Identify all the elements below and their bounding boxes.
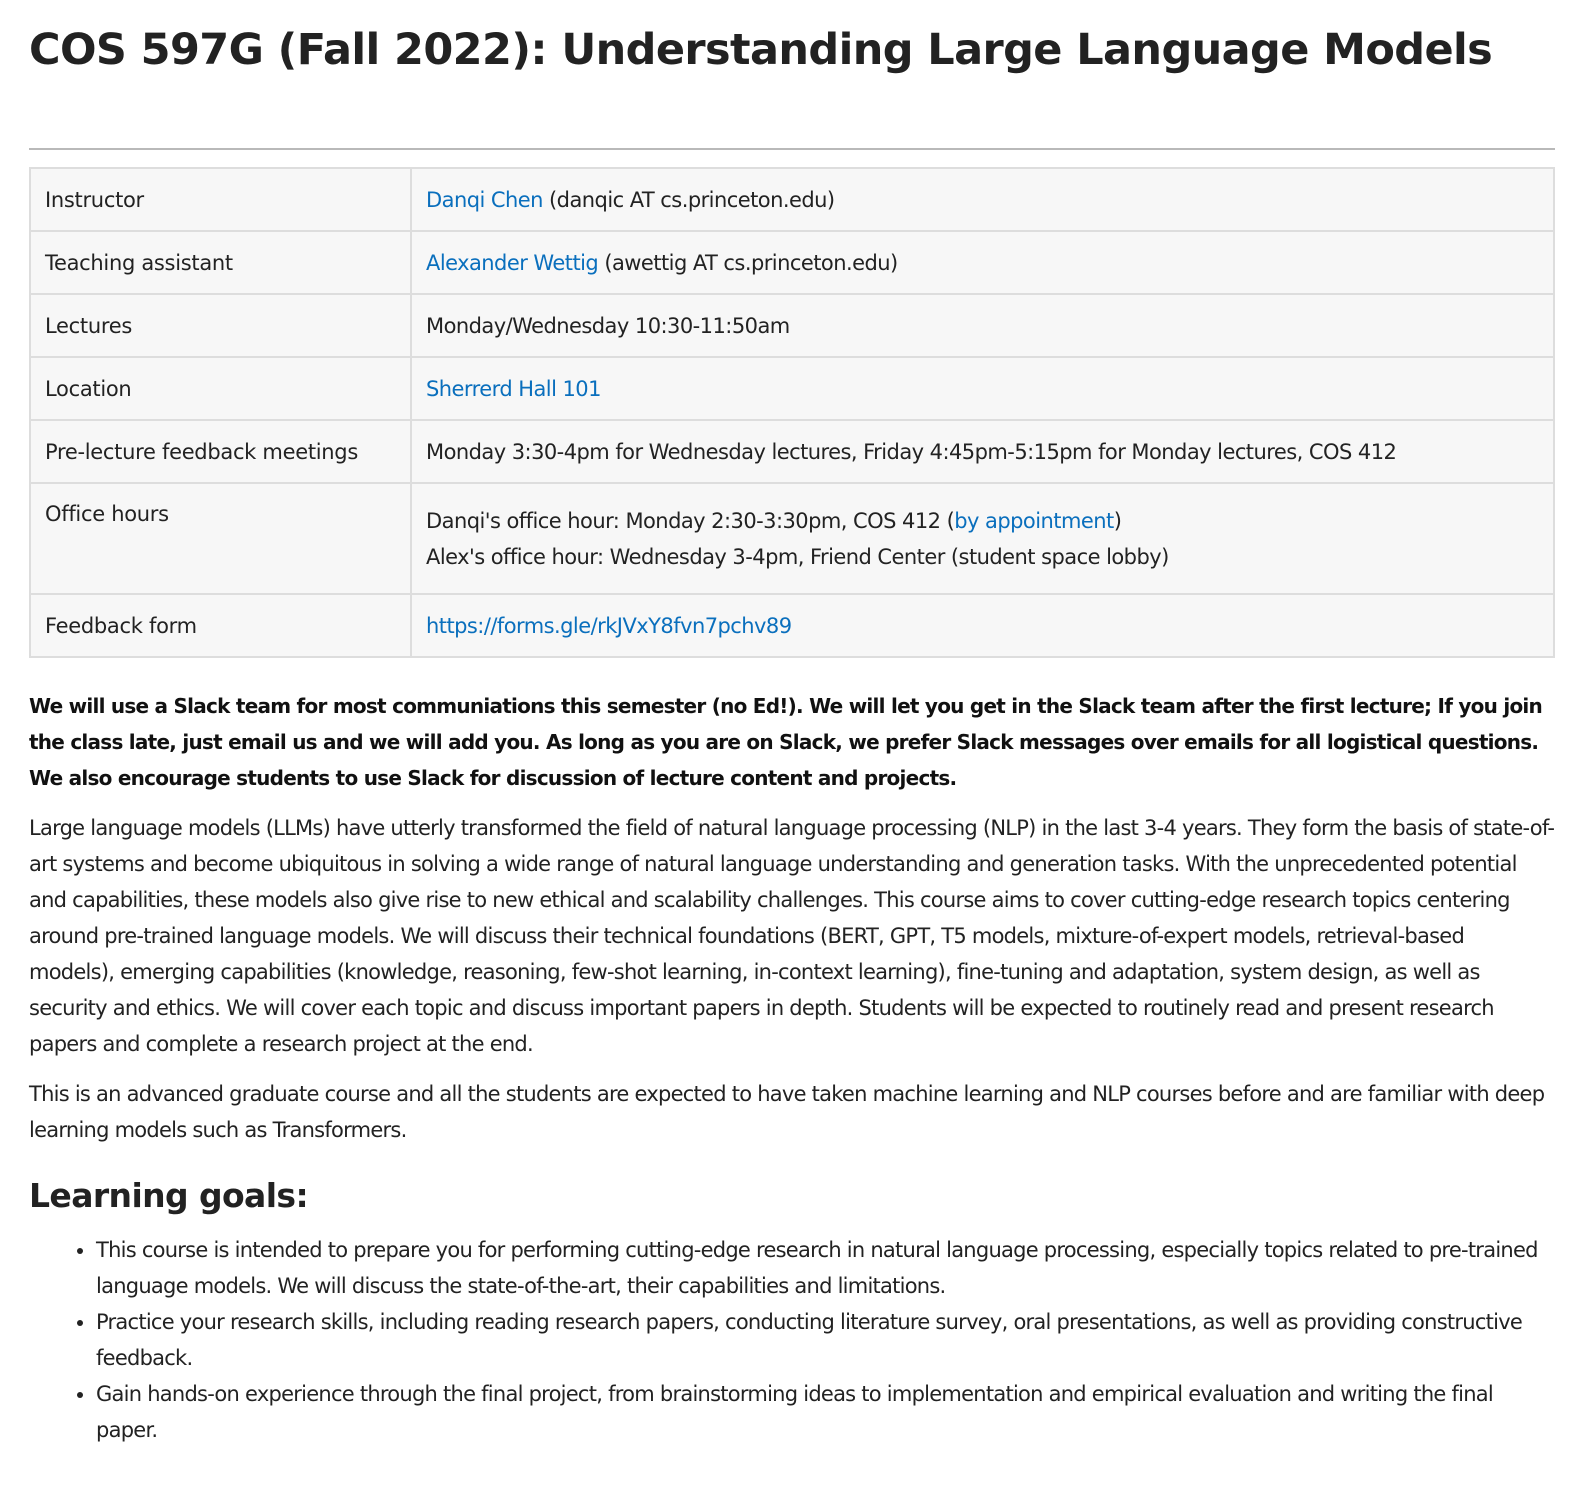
- feedback-meetings-value: Monday 3:30-4pm for Wednesday lectures, Friday 4:45pm-5:15pm for Monday lectures, COS 412: [411, 420, 1554, 483]
- office-hours-danqi-text: Danqi's office hour: Monday 2:30-3:30pm, COS 412 (: [426, 508, 955, 533]
- location-value: [411, 357, 1554, 420]
- list-item: • Gain hands-on experience through the final project, from brainstorming ideas to implementation and empirical evaluation and writing the final paper.: [96, 1376, 1555, 1448]
- instructor-link[interactable]: Danqi Chen: [426, 187, 543, 212]
- table-row-location: [30, 357, 1554, 420]
- list-item: • This course is intended to prepare you for performing cutting-edge research in natural language processing, especially topics related to pre-trained language models. We will discuss the state-of-the-art, their capabilities and limitations.: [96, 1232, 1555, 1304]
- page-title: COS 597G (Fall 2022): Understanding Large Language Models: [29, 25, 1493, 75]
- feedback-form-link[interactable]: https://forms.gle/rkJVxY8fvn7pchv89: [426, 613, 792, 638]
- ta-email: (awettig AT cs.princeton.edu): [598, 250, 898, 275]
- feedback-form-label: Feedback form: [30, 594, 411, 657]
- title-divider: [29, 148, 1555, 150]
- table-row-lectures: [30, 294, 1554, 357]
- ta-value: [411, 231, 1554, 294]
- ta-link[interactable]: Alexander Wettig: [426, 250, 599, 275]
- course-prerequisites: This is an advanced graduate course and all the students are expected to have taken machine learning and NLP courses before and are familiar with deep learning models such as Transformers.: [29, 1082, 1545, 1142]
- location-label: Location: [30, 357, 411, 420]
- instructor-email: (danqic AT cs.princeton.edu): [542, 187, 835, 212]
- office-hours-line-alex: Alex's office hour: Wednesday 3-4pm, Friend Center (student space lobby): [426, 544, 1169, 569]
- course-description: Large language models (LLMs) have utterly transformed the field of natural language processing (NLP) in the last 3-4 years. They form the basis of state-of-art systems and become ubiquitous in solving a wide range of natural language understanding and generation tasks. With the unprecedented potential and capabilities, these models also give rise to new ethical and scalability challenges. This course aims to cover cutting-edge research topics centering around pre-trained language models. We will discuss their technical foundations (BERT, GPT, T5 models, mixture-of-expert models, retrieval-based models), emerging capabilities (knowledge, reasoning, few-shot learning, in-context learning), fine-tuning and adaptation, system design, as well as security and ethics. We will cover each topic and discuss important papers in depth. Students will be expected to routinely read and present research papers and complete a research project at the end.: [29, 816, 1555, 1056]
- table-row-ta: [30, 231, 1554, 294]
- feedback-form-value: [411, 594, 1554, 657]
- feedback-meetings-label: Pre-lecture feedback meetings: [30, 420, 411, 483]
- appointment-link[interactable]: by appointment: [954, 508, 1114, 533]
- learning-goals-heading: Learning goals:: [29, 1176, 309, 1215]
- list-item: • Practice your research skills, including reading research papers, conducting literature survey, oral presentations, as well as providing constructive feedback.: [96, 1304, 1555, 1376]
- instructor-value: [411, 168, 1554, 231]
- table-row-instructor: [30, 168, 1554, 231]
- lectures-label: Lectures: [30, 294, 411, 357]
- location-link[interactable]: Sherrerd Hall 101: [426, 376, 601, 401]
- table-row-office-hours: [30, 483, 1554, 594]
- table-row-feedback-meetings: [30, 420, 1554, 483]
- learning-goals-list: [29, 1232, 1555, 1448]
- instructor-label: Instructor: [30, 168, 411, 231]
- office-hours-line-danqi: [426, 503, 1539, 539]
- lectures-value: Monday/Wednesday 10:30-11:50am: [411, 294, 1554, 357]
- office-hours-label: Office hours: [30, 483, 411, 594]
- ta-label: Teaching assistant: [30, 231, 411, 294]
- course-info-table: [29, 167, 1555, 658]
- table-row-feedback-form: [30, 594, 1554, 657]
- slack-notice: We will use a Slack team for most communiations this semester (no Ed!). We will let you get in the Slack team after the first lecture; If you join the class late, just email us and we will add you. As long as you are on Slack, we prefer Slack messages over emails for all logistical questions. We also encourage students to use Slack for discussion of lecture content and projects.: [29, 694, 1543, 790]
- office-hours-value: [411, 483, 1554, 594]
- office-hours-danqi-close: ): [1113, 508, 1122, 533]
